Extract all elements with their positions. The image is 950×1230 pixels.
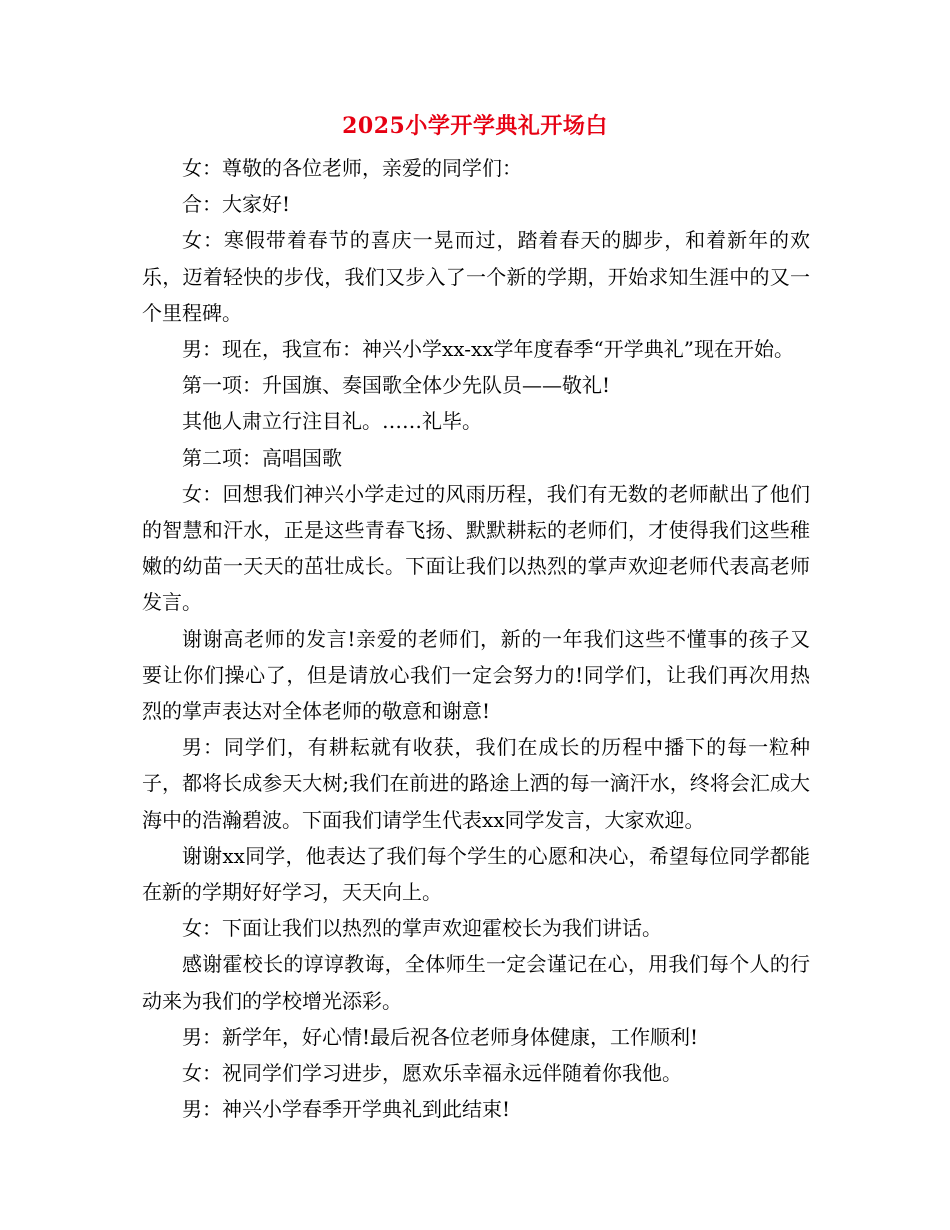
document-title: 2025小学开学典礼开场白 bbox=[342, 113, 608, 139]
paragraph: 女：尊敬的各位老师，亲爱的同学们： bbox=[182, 156, 522, 180]
paragraph: 男：神兴小学春季开学典礼到此结束! bbox=[182, 1097, 511, 1122]
paragraph: 谢谢高老师的发言!亲爱的老师们，新的一年我们这些不懂事的孩子又要让你们操心了，但是请放心我们一定会努力的!同学们，让我们再次用热烈的掌声表达对全体老师的敬意和谢意! bbox=[142, 626, 810, 724]
paragraph: 第二项：高唱国歌 bbox=[182, 445, 342, 470]
paragraph: 其他人肃立行注目礼。……礼毕。 bbox=[182, 409, 482, 434]
paragraph: 合：大家好! bbox=[182, 192, 291, 217]
document-body bbox=[142, 150, 810, 1127]
paragraph: 谢谢xx同学，他表达了我们每个学生的心愿和决心，希望每位同学都能在新的学期好好学习，天天向上。 bbox=[142, 843, 810, 905]
paragraph: 第一项：升国旗、奏国歌全体少先队员——敬礼! bbox=[182, 373, 611, 398]
paragraph: 女：寒假带着春节的喜庆一晃而过，踏着春天的脚步，和着新年的欢乐，迈着轻快的步伐，我们又步入了一个新的学期，开始求知生涯中的又一个里程碑。 bbox=[142, 228, 810, 325]
paragraph: 女：祝同学们学习进步，愿欢乐幸福永远伴随着你我他。 bbox=[182, 1061, 682, 1086]
paragraph: 男：新学年，好心情!最后祝各位老师身体健康，工作顺利! bbox=[182, 1024, 699, 1049]
paragraph: 女：下面让我们以热烈的掌声欢迎霍校长为我们讲话。 bbox=[182, 916, 662, 941]
paragraph: 女：回想我们神兴小学走过的风雨历程，我们有无数的老师献出了他们的智慧和汗水，正是这些青春飞扬、默默耕耘的老师们，才使得我们这些稚嫩的幼苗一天天的茁壮成长。下面让我们以热烈的掌声欢迎老师代表高老师发言。 bbox=[142, 481, 810, 615]
paragraph: 感谢霍校长的谆谆教诲，全体师生一定会谨记在心，用我们每个人的行动来为我们的学校增光添彩。 bbox=[142, 952, 810, 1013]
paragraph: 男：现在，我宣布：神兴小学xx-xx学年度春季“开学典礼”现在开始。 bbox=[182, 337, 794, 362]
paragraph: 男：同学们，有耕耘就有收获，我们在成长的历程中播下的每一粒种子，都将长成参天大树;我们在前进的路途上洒的每一滴汗水，终将会汇成大海中的浩瀚碧波。下面我们请学生代表xx同学发言，大家欢迎。 bbox=[142, 735, 810, 832]
